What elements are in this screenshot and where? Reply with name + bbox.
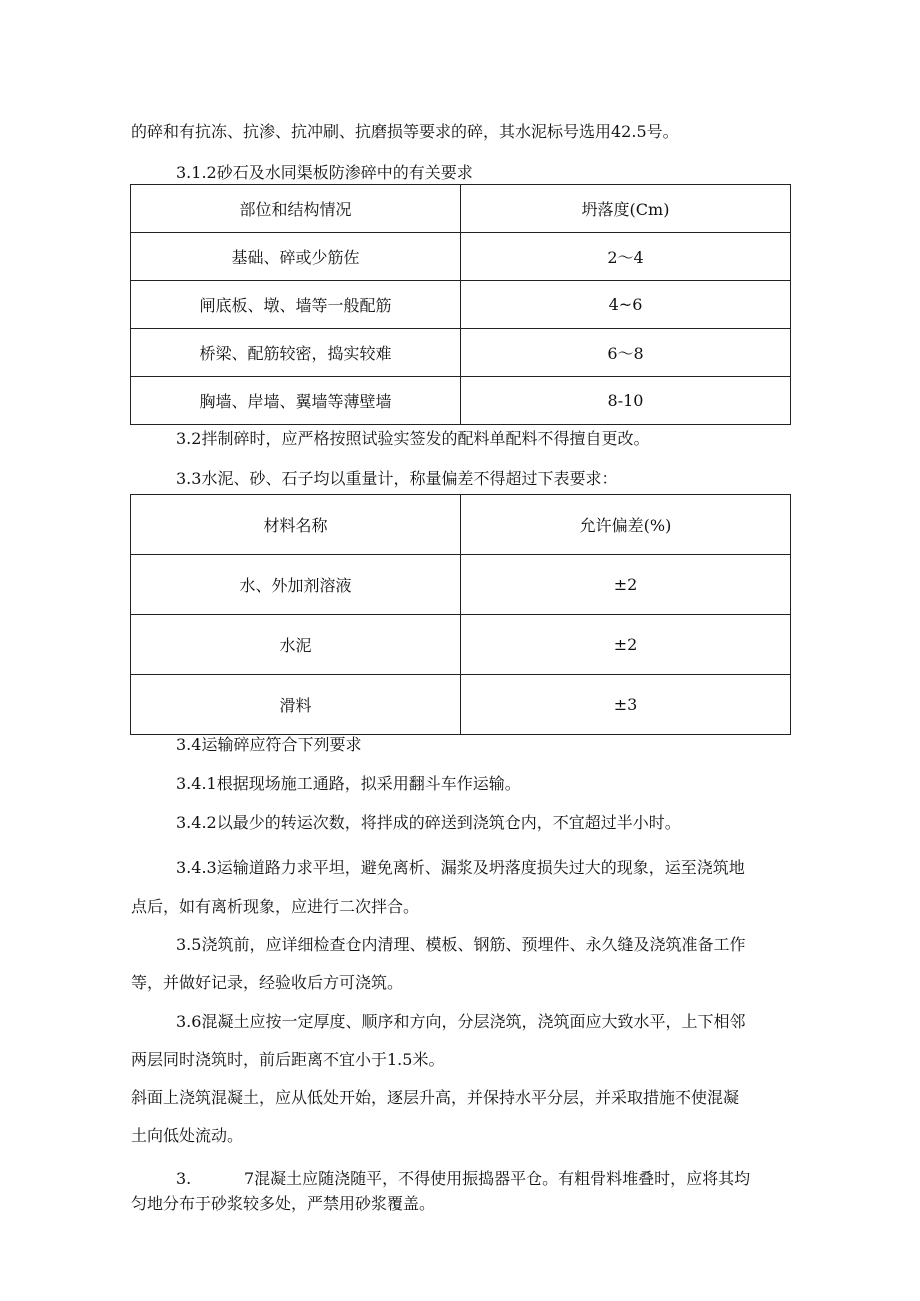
- paragraph-3-2: 3.2拌制碎时，应严格按照试验实签发的配料单配料不得擅自更改。: [176, 429, 650, 448]
- table-cell: 2～4: [461, 233, 791, 281]
- table-row: [131, 329, 791, 377]
- table-row: [131, 675, 791, 735]
- table-cell: 8-10: [461, 377, 791, 425]
- table-header-row: [131, 495, 791, 555]
- table-cell: 闸底板、墩、墙等一般配筋: [131, 281, 461, 329]
- table-header-cell: 允许偏差(%): [461, 495, 791, 555]
- paragraph-3-3: 3.3水泥、砂、石子均以重量计，称量偏差不得超过下表要求：: [176, 469, 618, 488]
- heading-3-1-2: 3.1.2砂石及水同渠板防渗碎中的有关要求: [176, 163, 473, 182]
- table-cell: 桥梁、配筋较密，捣实较难: [131, 329, 461, 377]
- table-header-cell: 坍落度(Cm): [461, 185, 791, 233]
- paragraph-3-7-line2: 匀地分布于砂浆较多处，严禁用砂浆覆盖。: [131, 1194, 436, 1213]
- slump-table: [130, 184, 791, 425]
- table-cell: 6～8: [461, 329, 791, 377]
- paragraph-3-6-line1: 3.6混凝土应按一定厚度、顺序和方向，分层浇筑，浇筑面应大致水平，上下相邻: [176, 1012, 746, 1031]
- table-cell: 滑料: [131, 675, 461, 735]
- paragraph-3-7-line1: [176, 1169, 836, 1189]
- table-row: [131, 233, 791, 281]
- paragraph-3-4-3-line1: 3.4.3运输道路力求平坦，避免离析、漏浆及坍落度损失过大的现象，运至浇筑地: [176, 858, 745, 877]
- table-cell: 水、外加剂溶液: [131, 555, 461, 615]
- paragraph-3-5-line2: 等，并做好记录，经验收后方可浇筑。: [131, 973, 404, 992]
- paragraph-3-7-number: 3.: [176, 1169, 192, 1188]
- table-header-cell: 材料名称: [131, 495, 461, 555]
- table-cell: 胸墙、岸墙、翼墙等薄壁墙: [131, 377, 461, 425]
- table-cell: 4~6: [461, 281, 791, 329]
- paragraph-3-6-line2: 两层同时浇筑时，前后距离不宜小于1.5米。: [131, 1050, 445, 1069]
- paragraph-3-4: 3.4运输碎应符合下列要求: [176, 735, 362, 754]
- paragraph-3-4-2: 3.4.2以最少的转运次数，将拌成的碎送到浇筑仓内，不宜超过半小时。: [176, 813, 681, 832]
- tolerance-table: [130, 494, 791, 735]
- paragraph-3-5-line1: 3.5浇筑前，应详细检查仓内清理、模板、钢筋、预埋件、永久缝及浇筑准备工作: [176, 935, 746, 954]
- paragraph-3-4-1: 3.4.1根据现场施工通路，拟采用翻斗车作运输。: [176, 774, 521, 793]
- paragraph-slope-line2: 土向低处流动。: [131, 1126, 244, 1145]
- table-cell: ±2: [461, 615, 791, 675]
- paragraph-intro: 的碎和有抗冻、抗渗、抗冲刷、抗磨损等要求的碎，其水泥标号选用42.5号。: [131, 122, 679, 141]
- table-row: [131, 281, 791, 329]
- paragraph-3-4-3-line2: 点后，如有离析现象，应进行二次拌合。: [131, 897, 420, 916]
- table-cell: ±3: [461, 675, 791, 735]
- table-cell: ±2: [461, 555, 791, 615]
- table-header-cell: 部位和结构情况: [131, 185, 461, 233]
- table-row: [131, 615, 791, 675]
- table-row: [131, 555, 791, 615]
- paragraph-slope-line1: 斜面上浇筑混凝土，应从低处开始，逐层升高，并保持水平分层，并采取措施不使混凝: [131, 1088, 740, 1107]
- paragraph-3-7-text: 7混凝土应随浇随平，不得使用振捣器平仓。有粗骨料堆叠时，应将其均: [244, 1169, 751, 1188]
- table-cell: 水泥: [131, 615, 461, 675]
- table-header-row: [131, 185, 791, 233]
- table-cell: 基础、碎或少筋佐: [131, 233, 461, 281]
- table-row: [131, 377, 791, 425]
